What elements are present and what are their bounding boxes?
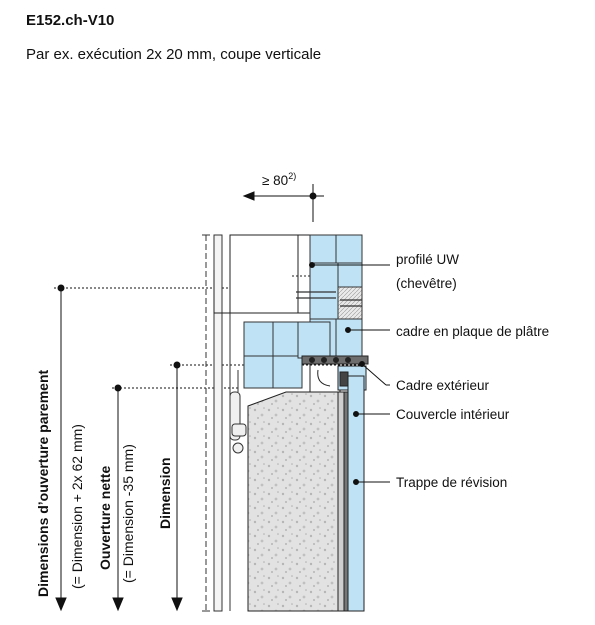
- net-opening-formula: (= Dimension -35 mm): [120, 444, 136, 583]
- min-dimension-label: ≥ $80^{2)}$: [262, 171, 297, 188]
- cladding-opening-formula: (= Dimension + 2x 62 mm): [69, 424, 85, 589]
- dimension-title: Dimension: [157, 457, 173, 529]
- label-profile-uw: profilé UW: [396, 252, 460, 267]
- label-plasterboard-frame: cadre en plaque de plâtre: [396, 324, 550, 339]
- cladding-opening-title: Dimensions d’ouverture parement: [35, 369, 51, 597]
- min-dimension-arrow: [244, 184, 324, 222]
- net-opening-title: Ouverture nette: [97, 465, 113, 570]
- label-access-door: Trappe de révision: [396, 475, 508, 490]
- wall-lining: [202, 235, 230, 611]
- drawing-title: E152.ch-V10: [26, 12, 115, 29]
- access-panel: [248, 376, 364, 611]
- label-profile-uw-sub: (chevêtre): [396, 276, 457, 291]
- drawing-subtitle: Par ex. exécution 2x 20 mm, coupe verticale: [26, 46, 322, 63]
- inner-boards: [244, 322, 330, 388]
- label-inner-cover: Couvercle intérieur: [396, 407, 510, 422]
- label-outer-frame: Cadre extérieur: [396, 378, 490, 393]
